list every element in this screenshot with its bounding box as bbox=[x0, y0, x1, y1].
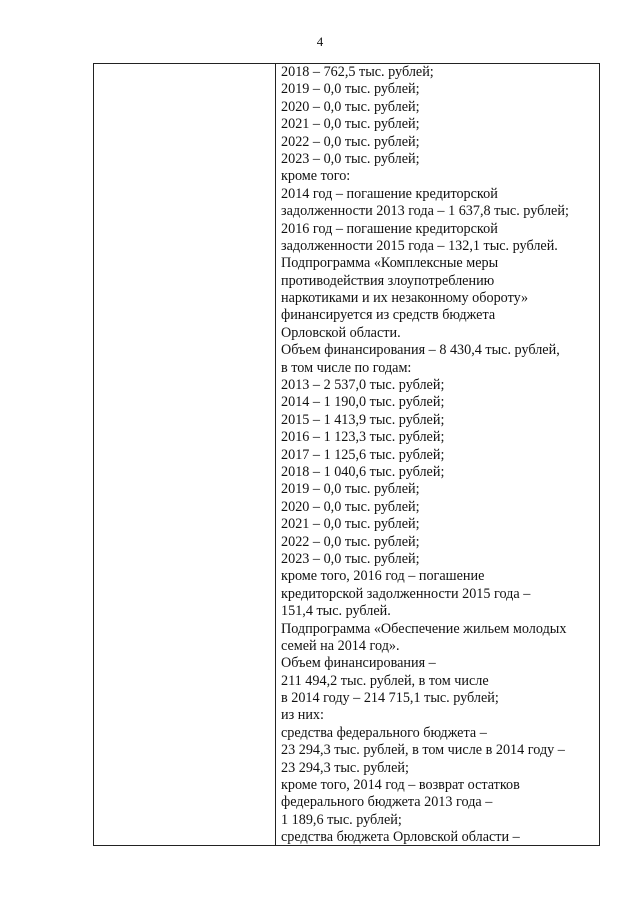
text-line: 2015 – 1 413,9 тыс. рублей; bbox=[281, 411, 445, 428]
text-line: противодействия злоупотреблению bbox=[281, 272, 495, 289]
text-line: в 2014 году – 214 715,1 тыс. рублей; bbox=[281, 690, 499, 707]
text-line: кроме того, 2014 год – возврат остатков bbox=[281, 777, 520, 794]
text-line: 23 294,3 тыс. рублей, в том числе в 2014 году – bbox=[281, 742, 565, 759]
text-line: средства федерального бюджета – bbox=[281, 724, 487, 741]
text-line: средства бюджета Орловской области – bbox=[281, 829, 520, 845]
text-line: наркотиками и их незаконному обороту» bbox=[281, 290, 529, 307]
text-line: Подпрограмма «Комплексные меры bbox=[281, 255, 499, 272]
text-line: 2023 – 0,0 тыс. рублей; bbox=[281, 550, 420, 567]
table-right-cell bbox=[281, 64, 599, 845]
page-number: 4 bbox=[316, 34, 324, 49]
text-line: 2023 – 0,0 тыс. рублей; bbox=[281, 150, 420, 167]
text-line: 2022 – 0,0 тыс. рублей; bbox=[281, 533, 420, 550]
text-line: Объем финансирования – bbox=[281, 655, 436, 672]
text-line: Орловской области. bbox=[281, 324, 401, 341]
text-line: семей на 2014 год». bbox=[281, 637, 400, 654]
text-line: 2013 – 2 537,0 тыс. рублей; bbox=[281, 377, 445, 394]
text-line: кредиторской задолженности 2015 года – bbox=[281, 585, 531, 602]
text-line: 151,4 тыс. рублей. bbox=[281, 603, 391, 620]
text-line: 23 294,3 тыс. рублей; bbox=[281, 759, 409, 776]
text-line: 211 494,2 тыс. рублей, в том числе bbox=[281, 672, 489, 689]
text-line: 2016 год – погашение кредиторской bbox=[281, 220, 498, 237]
document-table bbox=[93, 63, 600, 846]
text-line: задолженности 2013 года – 1 637,8 тыс. рублей; bbox=[281, 203, 569, 220]
text-line: задолженности 2015 года – 132,1 тыс. рублей. bbox=[281, 237, 558, 254]
text-line: федерального бюджета 2013 года – bbox=[281, 794, 493, 811]
text-line: Объем финансирования – 8 430,4 тыс. рублей, bbox=[281, 342, 560, 359]
table-column-divider bbox=[275, 64, 276, 845]
text-line: 2017 – 1 125,6 тыс. рублей; bbox=[281, 446, 445, 463]
text-line: финансируется из средств бюджета bbox=[281, 307, 496, 324]
text-line: 2021 – 0,0 тыс. рублей; bbox=[281, 116, 420, 133]
text-line: 2014 – 1 190,0 тыс. рублей; bbox=[281, 394, 445, 411]
text-line: 2014 год – погашение кредиторской bbox=[281, 185, 498, 202]
text-line: 2020 – 0,0 тыс. рублей; bbox=[281, 498, 420, 515]
table-left-cell bbox=[94, 64, 275, 845]
text-line: в том числе по годам: bbox=[281, 359, 412, 376]
text-line: 2018 – 762,5 тыс. рублей; bbox=[281, 64, 434, 80]
text-line: 2020 – 0,0 тыс. рублей; bbox=[281, 98, 420, 115]
text-line: 1 189,6 тыс. рублей; bbox=[281, 811, 402, 828]
text-line: кроме того, 2016 год – погашение bbox=[281, 568, 485, 585]
text-line: 2022 – 0,0 тыс. рублей; bbox=[281, 133, 420, 150]
text-line: 2019 – 0,0 тыс. рублей; bbox=[281, 81, 420, 98]
text-line: 2019 – 0,0 тыс. рублей; bbox=[281, 481, 420, 498]
text-line: из них: bbox=[281, 707, 324, 724]
text-line: кроме того: bbox=[281, 168, 351, 185]
text-line: 2018 – 1 040,6 тыс. рублей; bbox=[281, 463, 445, 480]
text-line: 2021 – 0,0 тыс. рублей; bbox=[281, 516, 420, 533]
text-line: 2016 – 1 123,3 тыс. рублей; bbox=[281, 429, 445, 446]
text-line: Подпрограмма «Обеспечение жильем молодых bbox=[281, 620, 567, 637]
